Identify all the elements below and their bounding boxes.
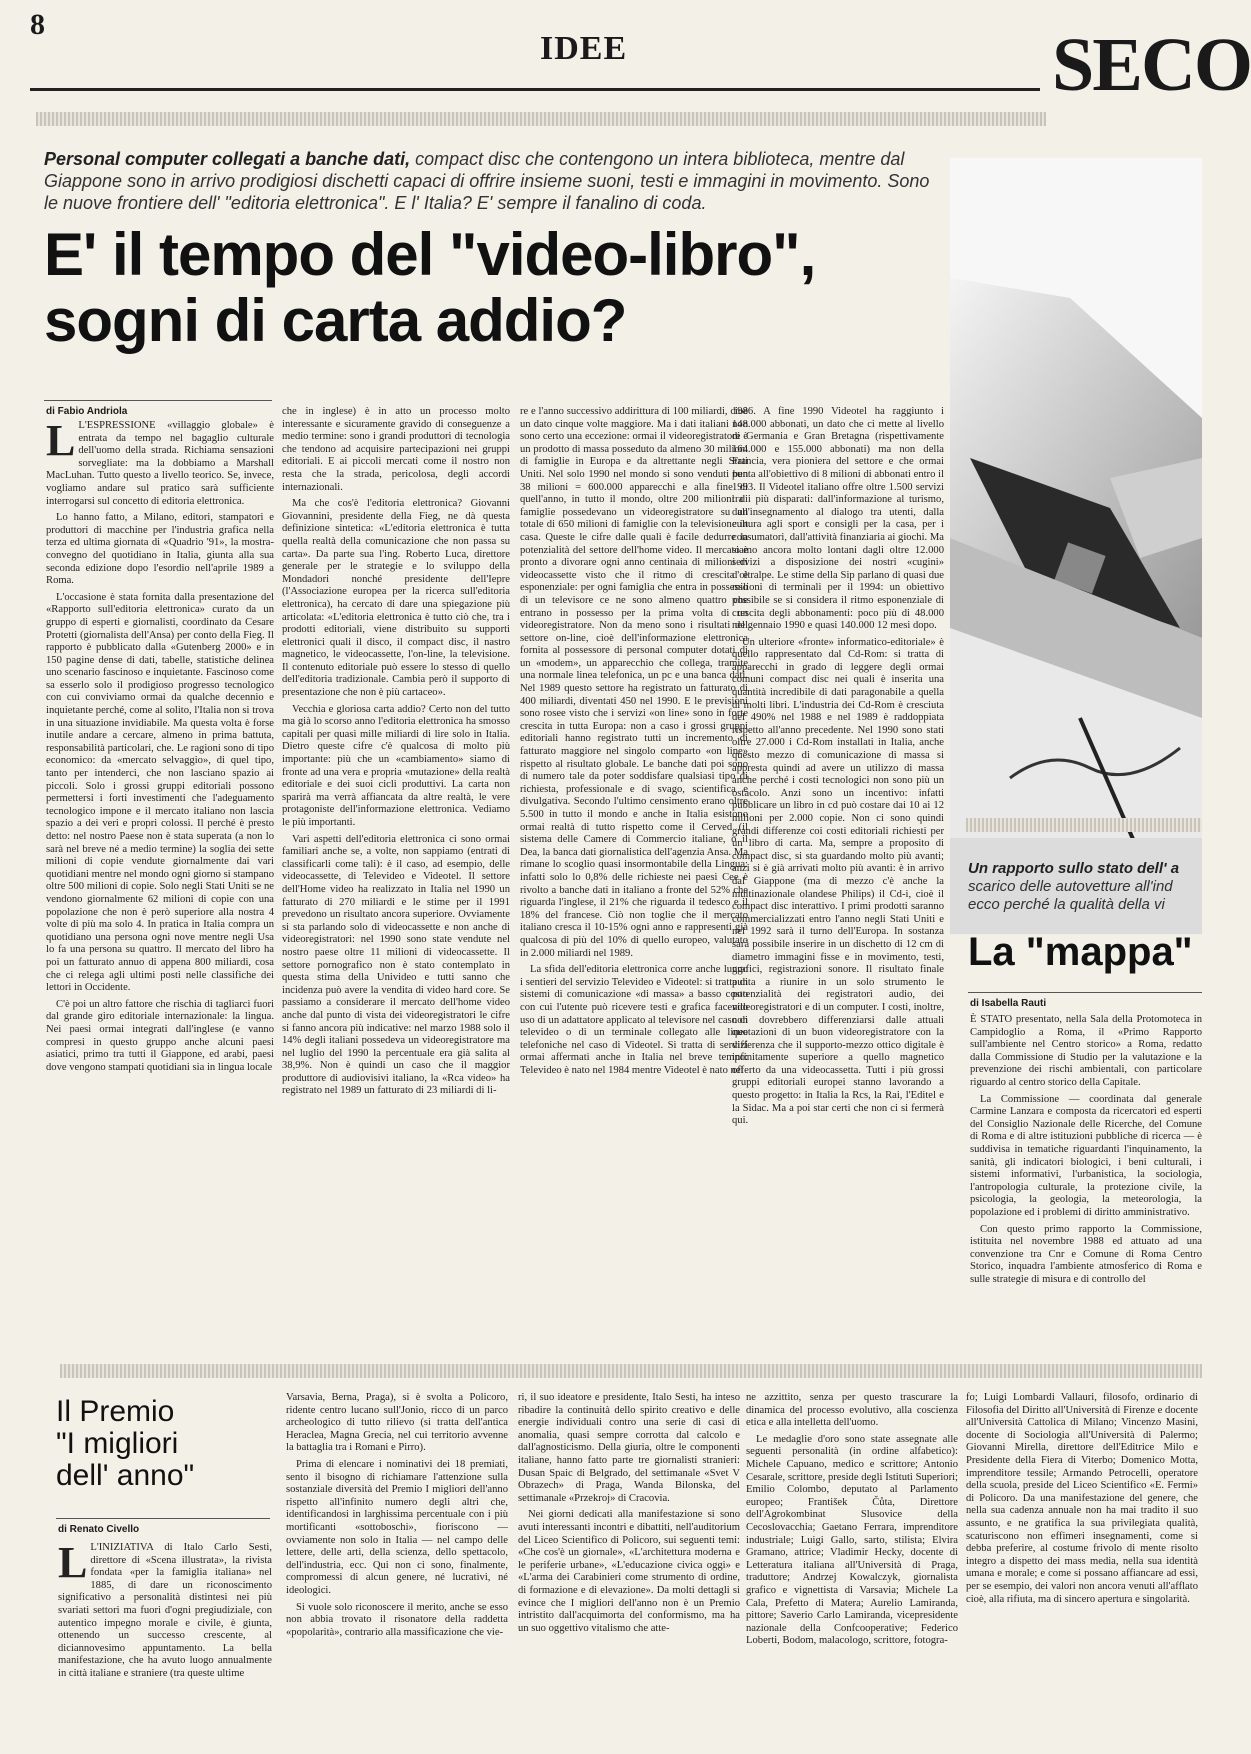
lead-column-3 — [520, 406, 748, 1345]
decorative-band-top — [36, 112, 1046, 126]
lead-byline: di Fabio Andriola — [46, 406, 128, 417]
premio-col3-para-2: Nei giorni dedicati alla manifestazione si sono avuti interessanti incontri e dibattiti, nell'auditorium del Liceo Scientifico di Policoro, sui seguenti temi: «Che cos'è un giornale», «L'architettura moderna e le periferie urbane», «L'educazione civica oggi» e «L'arma dei Carabinieri come strumento di ordine, di formazione e di elevazione». Da molti dettagli si evince che I migliori dell'anno non è un Premio intristito dall'acquimorta del conformismo, ma ha un suo oggettivo vitalismo che atte- — [518, 1509, 740, 1634]
premio-col2-para-2: Prima di elencare i nominativi dei 18 premiati, sento il bisogno di richiamare l'attenzione sulla sostanziale diversità del Premio I migliori dell'anno rispetto all'infinito numero degli altri che, identificandosi in larghissima percentuale con i più mortificanti «sottoboschi», fioriscono — ovviamente non solo in Italia — nel campo delle lettere, delle arti, della scienza, dello spettacolo, dell'industria, ecc. Qui non ci sono, finalmente, compromessi di alcun genere, né lucrativi, né ideologici. — [286, 1458, 508, 1596]
premio-column-3 — [518, 1392, 740, 1747]
premio-headline — [56, 1396, 266, 1492]
lead-col1-para-2: Lo hanno fatto, a Milano, editori, stampatori e produttori di macchine per l'industria grafica nella terza ed ultima giornata di «Quadrio '91», la mostra-convegno del quotidiano in Italia, giunta alla sua seconda edizione dopo l'esordio nell'aprile 1989 a Roma. — [46, 512, 274, 587]
sidebar-headline: La "mappa" — [968, 930, 1193, 974]
lead-kicker — [44, 148, 944, 214]
lead-col2-para-1: che in inglese) è in atto un processo molto interessante e sicuramente gravido di conseguenze a medio termine: sono i grandi produttori di tecnologia che tendono ad acquisire partecipazioni nei gruppi editoriali. E ai piccoli mercati come il nostro non resta che la strada, pericolosa, degli accordi internazionali. — [282, 406, 510, 493]
sidebar-column — [970, 1014, 1202, 1344]
premio-col5-para-1: fo; Luigi Lombardi Vallauri, filosofo, ordinario di Filosofia del Diritto all'Università di Firenze e docente all'Università Cattolica di Milano; Vincenzo Masini, docente di Sociologia all'Università di Palermo; Giovanni Mirella, direttore dell'Editrice Milo e Presidente della Fiera di Viterbo; Domenico Motta, imprenditore tessile; Armando Petrocelli, operatore della scuola, preside del Liceo Scientifico «E. Fermi» di Policoro. Da una manifestazione del genere, che nella sua cadenza annuale non ha mai tradito il suo assunto, e ne gratifica la sua privilegiata qualità, scaturiscono non effimeri insegnamenti, come si debba preferire, al costume frivolo di mente risolto integro a dispetto dei mass media, nella sua identità umana e morale; e come si possano affiancare ad essi, per se esempio, dei valori non ancora venuti all'afflato cioè, alla rifiuta, ma di sincero apertura e singolarità. — [966, 1392, 1198, 1605]
lead-headline — [44, 222, 944, 354]
premio-column-5 — [966, 1392, 1198, 1747]
premio-byline: di Renato Civello — [58, 1524, 140, 1535]
page-number: 8 — [30, 8, 45, 41]
masthead-fragment: SECO — [1052, 23, 1251, 107]
lead-col4-para-2: Un ulteriore «fronte» informatico-editoriale» è quello rappresentato dal Cd-Rom: si tratta di apparecchi in grado di leggere degli ormai comuni compact disc nei quali è inserita una quantità incredibile di dati paragonabile a quella di molti libri. L'industria dei Cd-Rom è cresciuta del 490% nel 1988 e nel 1989 è raddoppiata rispetto all'anno precedente. Nel 1990 sono stati oltre 27.000 i Cd-Rom installati in Italia, anche questo mezzo di comunicazione di massa si appresta quindi ad avere un utilizzo di massa anche perché i costi tecnologici non sono più un ostacolo. Anzi sono un incentivo: infatti pubblicare un libro in cd può costare dai 10 ai 12 milioni per 2.000 copie. Non ci sono quindi grandi differenze coi costi editoriali richiesti per un libro di carta. Ma, sempre a proposito di compact disc, si sta guardando molto più avanti; anzi si è già arrivati molto più avanti: è in arrivo dal Giappone (ma di mezzo c'è anche la multinazionale olandese Philips) il Cd-i, cioè il compact disc interattivo. I primi prodotti saranno commercializzati entro l'anno negli Stati Uniti e nel 1992 sarà il turno dell'Europa. In sostanza sarà possibile inserire in un dischetto di 12 cm di diametro immagini fisse e in movimento, testi, grafici, registrazioni sonore. Il risultato finale punta a riunire in un solo strumento le potenzialità dei registratori audio, dei videoregistratori e di un computer. I costi, inoltre, non dovrebbero differenziarsi dalle attuali quotazioni di un buon videoregistratore con la differenza che il supporto-mezzo ottico digitale è infinitamente superiore a quello magnetico offerto da una videocassetta. Tutti i più grossi gruppi editoriali europei stanno lavorando a questo progetto: in Italia la Rcs, la Rai, l'Editel e la Sidac. Ma a poi star certi che non ci si fermerà qui. — [732, 636, 944, 1127]
lead-col4-para-1: 1986. A fine 1990 Videotel ha raggiunto i 148.000 abbonati, un dato che ci mette al livello di Germania e Gran Bretagna (rispettivamente 164.000 e 155.000 abbonati) ma non della Francia, vera pioniera del settore e che ormai punta all'obiettivo di 8 milioni di abbonati entro il 1993. Il Videotel italiano offre oltre 1.500 servizi tra i più disparati: dall'informazione al turismo, dall'insegnamento al dialogo tra utenti, dalla cultura agli sport e consigli per la casa, per i consumatori, dall'attività finanziaria ai giochi. Ma siamo ancora molto lontani dagli oltre 12.000 servizi a disposizione dei nostri «cugini» d'oltralpe. Le stime della Sip parlano di quasi due milioni di terminali per il 1994: un obiettivo possibile se si considera il ritmo esponenziale di crescita degli abbonamenti: poco più di 48.000 nel gennaio 1990 e quasi 140.000 12 mesi dopo. — [732, 406, 944, 632]
sidebar-kicker-text: scarico delle autovetture all'ind ecco perché la qualità della vi — [968, 878, 1173, 913]
lead-col3-para-1: re e l'anno successivo addirittura di 100 miliardi, cioè un dato cinque volte maggiore. Ma i dati italiani non sono certo una eccezione: ormai il videoregistratore è un prodotto di massa posseduto da almeno 30 milioni di famiglie in Europa e da altrettante negli Stati Uniti. Nel solo 1990 nel mondo si sono venduti ben 38 milioni = 600.000 apparecchi e alla fine di quell'anno, in tutto il mondo, oltre 200 milioni di famiglie possedevano un videoregistratore su un totale di 650 milioni di famiglie con la televisione in casa. Queste le cifre dalle quali è facile dedurre la potenzialità del settore dell'home video. Il mercato è pronto a divorare ogni anno centinaia di milioni di videocassette visto che il ritmo di crescita è esponenziale: per ogni famiglia che entra in possesso di un televisore ce ne sono almeno quattro che entrano in possesso per la prima volta di un videoregistratore. Non da meno sono i risultati del settore on-line, cioè dell'informazione elettronica fornita al possessore di personal computer dotati di un «modem», un apparecchio che collega, tramite una normale linea telefonica, un pc e una banca dati. Nel 1989 questo settore ha registrato un fatturato di 400 miliardi, diventati 450 nel 1990. E le previsioni sono rosee visto che i servizi «on line» sono in forte crescita in tutta Europa: non a caso i grossi gruppi editoriali hanno registrato tutti un incremento di fatturato maggiore nel singolo comparto «on line» rispetto al risultato globale. Le banche dati poi sono di numero tale da poter soddisfare qualsiasi tipo di richiesta, professionale e di svago, scientifica e divulgativa. Secondo l'ultimo censimento erano oltre 5.500 in tutto il mondo e anche in Italia esistono ormai realtà di tutto rispetto come il Cerved (il sistema delle Camere di Commercio italiane, o il Dea, la banca dati giornalistica dell'agenzia Ansa. Ma rimane lo scoglio quasi insormontabile della Lingua: infatti solo lo 0,8% delle richieste nei paesi Cee è rivolto a banche dati in italiano a fronte del 52% che riguarda l'inglese, il 21% che riguarda il tedesco e il 18% del francese. Ciò non toglie che il mercato italiano cresca il 10-15% ogni anno e rappresenti già qualcosa di più del 10% di quello europeo, valutato in 2.000 miliardi nel 1989. — [520, 406, 748, 959]
premio-drop-cap: L — [58, 1538, 88, 1587]
lead-column-2 — [282, 406, 510, 1345]
lead-col2-para-3: Vecchia e gloriosa carta addio? Certo non del tutto ma già lo scorso anno l'editoria elettronica ha smosso capitali per quasi mille miliardi di lire solo in Italia. Dietro queste cifre c'è qualcosa di molto più importante: più che un «cambiamento» siamo di fronte ad una vera e propria «mutazione» della realtà editoriale e dei suoi cicli produttivi. La carta non sparirà ma verrà affiancata da altre realtà, le vere protagoniste dell'informazione elettronica. Vediamo le più importanti. — [282, 703, 510, 828]
lead-col2-para-4: Vari aspetti dell'editoria elettronica ci sono ormai familiari anche se, a volte, non sappiamo (entrati di classificarli come tali): è il caso, ad esempio, delle videocassette, di Televideo e Videotel. Il settore dell'Home video ha realizzato in Italia nel 1990 un fatturato di 270 miliardi e le stime per il 1991 prevedono un risultato ancora superiore. Ovviamente si sta parlando solo di videocassette e non anche di videoregistratori: nel 1990 sono state vendute nel nostro paese oltre 11 milioni di videocassette. Il settore pornografico non è stato contemplato in questa stima della Univideo e tutti sanno che incidenza può avere la vendita di video hard core. Se passiamo a considerare il mercato dell'home video anche dal punto di vista dei videoregistratori le cifre si fanno ancora più indicative: nel marzo 1988 solo il 14% degli italiani possedeva un videoregistratore ma nel luglio del 1990 la percentuale era già salita al 38,9%. Non è quindi un caso che il maggior produttore di audiovisivi italiano, la «Rca video» ha registrato nel 1989 un fatturato di 23 miliardi di li- — [282, 833, 510, 1097]
premio-col3-para-1: ri, il suo ideatore e presidente, Italo Sesti, ha inteso ribadire la continuità dello spirito creativo e delle energie individuali contro una serie di casi di anomalia, quasi sempre corrotta dal calcolo e dall'agnosticismo. Della giuria, oltre le componenti italiane, hanno fatto parte tre giornalisti stranieri: Dusan Spaic di Belgrado, del settimanale «Svet V Obrazech» di Praga, Wanda Bilonska, del settimanale «Przekroj» di Cracovia. — [518, 1392, 740, 1504]
sidebar-kicker — [968, 860, 1202, 914]
lead-column-1 — [46, 416, 274, 1345]
headline-line-1: E' il tempo del "video-libro", — [44, 221, 816, 288]
decorative-band-bottom — [60, 1364, 1202, 1378]
premio-title-line-1: Il Premio — [56, 1395, 175, 1428]
premio-col4-para-1: ne azzittito, senza per questo trascurare la dinamica del processo evolutivo, alla coscienza etica e alla intelletta dell'uomo. — [746, 1392, 958, 1429]
sidebar-para-1: È STATO presentato, nella Sala della Protomoteca in Campidoglio a Roma, il «Primo Rapporto sull'ambiente nel Centro storico» a Roma, redatto dalla Commissione di Studio per la valutazione e la prevenzione dei rischi ambientali, con particolare riguardo al centro storico della Capitale. — [970, 1014, 1202, 1088]
lead-col1-para-3: L'occasione è stata fornita dalla presentazione del «Rapporto sull'editoria elettronica» curato da un gruppo di esperti e giornalisti, coordinato da Cesare Protetti (giornalista dell'Ansa) per conto della Fieg. Il rapporto è pubblicato dalla «Gutenberg 2000» e in 150 pagine dense di dati, tabelle, statistiche delinea uno scenario fascinoso e inquietante. Fascinoso come sa esserlo solo il prodigioso progresso tecnologico con cui conviviamo ormai da qualche decennio e inquietante perché, come al solito, l'Italia non si trova in una situazione invidiabile. Ma questa volta è forse inutile andare a cercare, almeno in prima battuta, responsabilità particolari, che. Le ragioni sono di tipo economico: da «mercato selvaggio», di quel tipo, tanto per intenderci, che non lasciano spazio ai piccoli. Solo i grossi gruppi editoriali possono permettersi i forti investimenti che l'adeguamento tecnologico impone e il mercato italiano non lascia spazio a dei veri e propri colossi. Il perché è presto detto: nel nostro Paese non è stata superata (a non lo sarà nel breve né a medio termine) la soglia dei sette milioni di copie vendute giornalmente dai vari quotidiani mentre nel mondo ogni giorno si stampano oltre 500 milioni di copie. Solo negli Stati Uniti se ne vendono giornalmente 62 milioni di copie con una popolazione che non è però superiore alla nostra 4 volte di più ma solo 4. In pratica in Italia compra un quotidiano una persona ogni nove mentre negli Usa lo fa una persona su quattro. Il mercato del libro ha poi un fatturato annuo di appena 800 miliardi, cosa che ci relega agli ultimi posti nelle classifiche dei lettori in Occidente. — [46, 591, 274, 994]
lead-column-4 — [732, 406, 944, 1345]
premio-title-line-3: dell' anno" — [56, 1459, 195, 1492]
lead-col1-para-1: L L'ESPRESSIONE «villaggio globale» è entrata da tempo nel bagaglio culturale dell'uomo della strada. Richiama sensazioni sorvegliate: ma la dobbiamo a Marshall MacLuhan. Tutto questo a livello teorico. Se, invece, vogliamo andare sul pratico sarà sufficiente interrogarsi sul concetto di editoria elettronica. — [46, 416, 274, 507]
premio-column-4 — [746, 1392, 958, 1747]
sidebar-byline: di Isabella Rauti — [970, 998, 1047, 1009]
premio-col2-para-1: Varsavia, Berna, Praga), si è svolta a Policoro, ridente centro lucano sull'Jonio, ricco di un parco archeologico di tutto rilievo (si tratta dell'antica Heraclea, Magna Grecia, nel cui territorio avvenne la battaglia tra i Romani e Pirro). — [286, 1392, 508, 1454]
premio-column-1 — [58, 1538, 272, 1747]
sidebar-para-2: La Commissione — coordinata dal generale Carmine Lanzara e composta da ricercatori ed esperti del Consiglio Nazionale delle Ricerche, del Comune di Roma e di altre istituzioni pubbliche di ricerca — è suddivisa in tematiche riguardanti l'inquinamento, la sanità, gli indicatori biologici, i beni culturali, i sistemi informativi, l'urbanistica, la sociologia, l'antropologia culturale, la protezione civile, la psicologia, la geologia, la meteorologia, la popolazione ed i problemi di diritto amministrativo. — [970, 1093, 1202, 1218]
sidebar-kicker-bold: Un rapporto sullo stato dell' a — [968, 860, 1180, 877]
decorative-band-side — [966, 818, 1202, 832]
drop-cap: L — [46, 416, 76, 465]
premio-col4-para-2: Le medaglie d'oro sono state assegnate alle seguenti personalità (in ordine alfabetico): Michele Capuano, medico e scrittore; Antonio Cesarale, scrittore, preside degli Istituti Superiori; Emilio Colombo, deputato al Parlamento europeo; František Čůta, Direttore dell'Agrokombinat Slusovice della Cecoslovacchia; Gaetano Ferrara, imprenditore industriale; Luigi Gallo, sarto, stilista; Elvira Gramano, attrice; Vladimir Hecky, docente di Letteratura italiana all'Università di Praga, traduttore; Andrzej Kowalczyk, giornalista grafico e vignettista di Varsavia; Michele La Cala, Prefetto di Matera; Aurelio Lamiranda, pittore; Saverio Carlo Lamiranda, vicepresidente nazionale della Confcooperative; Federico Loberti, Bodom, malacologo, scrittore, fotogra- — [746, 1433, 958, 1647]
lead-col1-para-4: C'è poi un altro fattore che rischia di tagliarci fuori dal grande giro editoriale internazionale: la lingua. Nei paesi ormai integrati dall'inglese (e vanno compresi in questo gruppo anche alcuni paesi asiatici, primo tra tutti il Giappone, ed arabi, paesi dove vengono stampati quotidiani sia in lingua locale — [46, 998, 274, 1073]
lead-col3-para-2: La sfida dell'editoria elettronica corre anche lungo i sentieri del servizio Televideo e Videotel: si tratta di sistemi di comunicazione «di massa» a basso costo con cui l'utente può ricevere testi e grafica facendo uso di un adattatore applicato al televisore nel caso di televideo o di un terminale collegato alle linee telefoniche nel caso di Videotel. Si tratta di servizi ormai affermati anche in Italia nel breve tempo: Televideo è nato nel 1984 mentre Videotel è nato nel — [520, 964, 748, 1076]
sidebar-byline-rule — [968, 992, 1202, 993]
byline-rule — [44, 400, 272, 401]
premio-col1-para-1: L L'INIZIATIVA di Italo Carlo Sesti, direttore di «Scena illustrata», la rivista fondata «per la famiglia italiana» nel 1885, di dare un riconoscimento significativo a personalità distintesi nei più svariati settori ma fuori d'ogni pregiudiziale, con autentico impegno morale e civile, è giunta, ottenendo un successo crescente, al diciannovesimo appuntamento. La bella manifestazione, che ha avuto luogo annualmente in città italiane e straniere (tra queste ultime — [58, 1538, 272, 1679]
lead-kicker-bold: Personal computer collegati a banche dati, — [44, 149, 411, 169]
premio-byline-rule — [56, 1518, 270, 1519]
sidebar-para-3: Con questo primo rapporto la Commissione, istituita nel novembre 1988 ed attuato ad una convenzione tra Cnr e Comune di Roma Centro Storico, inquadra l'ambiente atmosferico di Roma e sulle strategie di misura e di controllo del — [970, 1223, 1202, 1285]
premio-column-2 — [286, 1392, 508, 1747]
top-rule — [30, 88, 1040, 91]
lead-kicker-text: compact disc che contengono un intera biblioteca, mentre dal Giappone sono in arrivo prodigiosi dischetti capaci di offrire insieme suoni, testi e immagini in movimento. Sono le nuove frontiere dell' "editoria elettronica". E l' Italia? E' sempre il fanalino di coda. — [44, 149, 930, 213]
lead-col2-para-2: Ma che cos'è l'editoria elettronica? Giovanni Giovannini, presidente della Fieg, ne dà questa definizione sintetica: «L'editoria elettronica è tutta quella realtà della comunicazione che non passa su carta». Da parte sua l'ing. Roberto Luca, direttore generale per le strategie e lo sviluppo della Mondadori nonché presidente dell'Iepre (l'Associazione europea per la ricerca sull'editoria elettronica), ha cercato di dare una spiegazione più articolata: «L'editoria elettronica è tutto ciò che, tra i prodotti editoriali, viene distribuito su supporti elettronici quali il disco, il compact disc, il nastro magnetico, le videocassette, l'on-line, la televisione. Il contenuto editoriale può essere lo stesso di quello dell'editoria tradizionale. Cambia però il supporto di presentazione che non è più cartaceo». — [282, 498, 510, 699]
headline-line-2: sogni di carta addio? — [44, 287, 627, 354]
section-title: IDEE — [540, 30, 628, 67]
premio-col2-para-3: Si vuole solo riconoscere il merito, anche se esso non abbia trovato il risonatore della raddetta «popolarità», contrario alla massificazione che vie- — [286, 1601, 508, 1638]
premio-title-line-2: "I migliori — [56, 1427, 179, 1460]
